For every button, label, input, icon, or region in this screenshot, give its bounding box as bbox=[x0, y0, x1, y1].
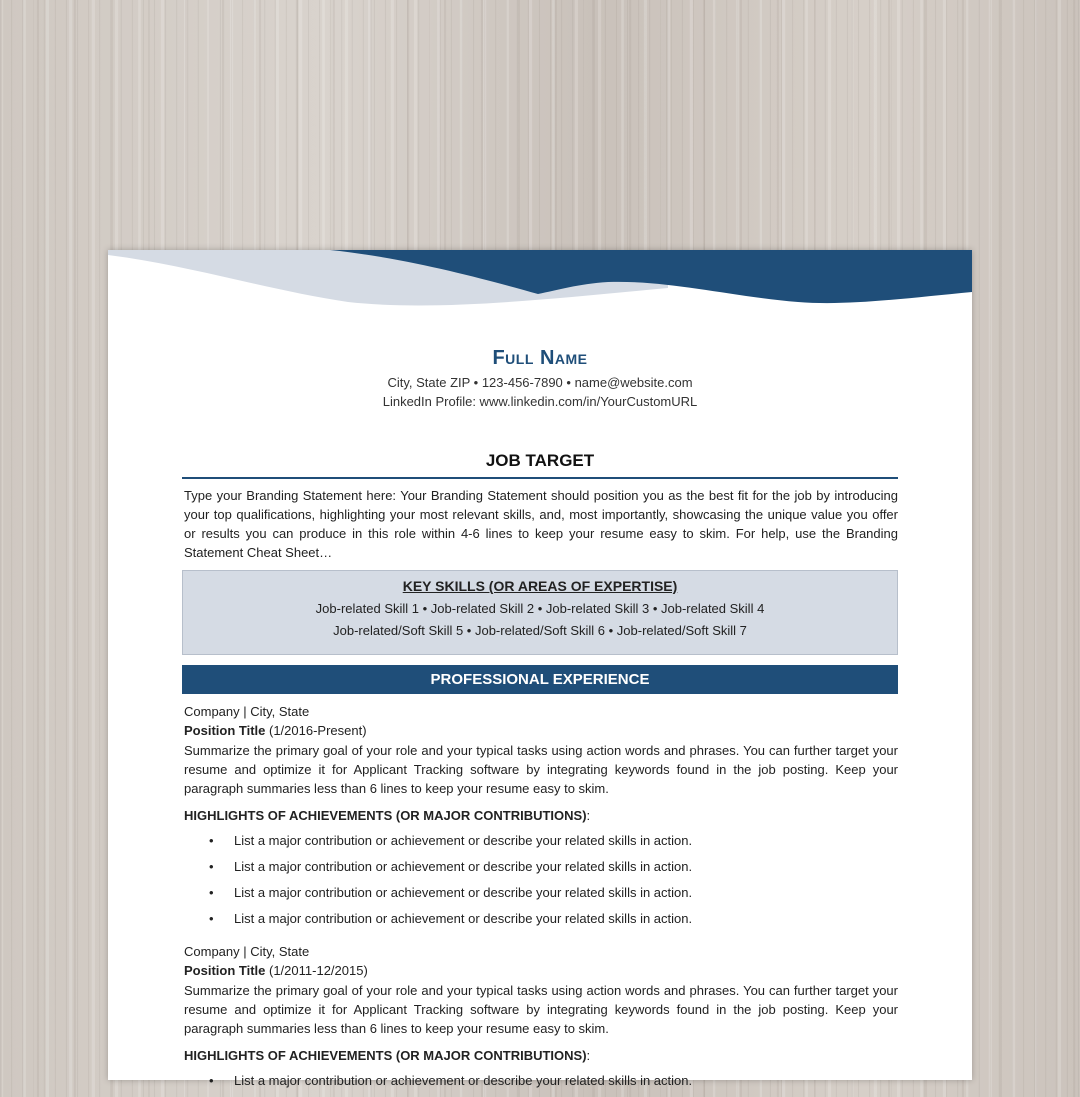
highlights-title: HIGHLIGHTS OF ACHIEVEMENTS (OR MAJOR CONTRIBUTIONS) bbox=[184, 808, 587, 823]
highlights-heading bbox=[184, 806, 590, 825]
highlights-heading bbox=[184, 1046, 590, 1065]
highlights-list bbox=[184, 831, 692, 935]
key-skills-box bbox=[182, 570, 898, 655]
position-title: Position Title bbox=[184, 963, 266, 978]
highlights-colon: : bbox=[586, 1048, 591, 1063]
position-dates: (1/2016-Present) bbox=[265, 723, 367, 738]
highlights-list bbox=[184, 1071, 692, 1097]
divider bbox=[182, 477, 898, 479]
highlights-title: HIGHLIGHTS OF ACHIEVEMENTS (OR MAJOR CONTRIBUTIONS) bbox=[184, 1048, 587, 1063]
branding-statement: Type your Branding Statement here: Your Branding Statement should position you as the best fit for the job by introducing your top qualifications, highlighting your most relevant skills, and, most importantly, showcasing the unique value you offer or results you can produce in this role within 4-6 lines to keep your resume easy to skim. For help, use the Branding Statement Cheat Sheet… bbox=[184, 488, 898, 560]
full-name: Full Name bbox=[492, 347, 588, 369]
company-line: Company | City, State bbox=[184, 704, 310, 719]
list-item: • List a major contribution or achievement or describe your related skills in action. bbox=[184, 831, 692, 857]
highlights-colon: : bbox=[586, 808, 591, 823]
job-target-heading: JOB TARGET bbox=[485, 451, 595, 470]
resume-page bbox=[108, 250, 972, 1088]
list-item: • List a major contribution or achievement or describe your related skills in action. bbox=[184, 1071, 692, 1097]
list-item: • List a major contribution or achievement or describe your related skills in action. bbox=[184, 909, 692, 935]
position-dates: (1/2011-12/2015) bbox=[265, 963, 368, 978]
position-title: Position Title bbox=[184, 723, 266, 738]
position-line bbox=[184, 961, 368, 980]
linkedin-line: LinkedIn Profile: www.linkedin.com/in/YourCustomURL bbox=[382, 394, 698, 409]
company-line: Company | City, State bbox=[184, 944, 310, 959]
key-skills-heading: KEY SKILLS (OR AREAS OF EXPERTISE) bbox=[402, 578, 678, 594]
skills-line: Job-related/Soft Skill 5 • Job-related/Soft Skill 6 • Job-related/Soft Skill 7 bbox=[333, 623, 747, 638]
list-item: • List a major contribution or achievement or describe your related skills in action. bbox=[184, 883, 692, 909]
skills-line: Job-related Skill 1 • Job-related Skill 2 • Job-related Skill 3 • Job-related Skill 4 bbox=[315, 601, 765, 616]
job-summary: Summarize the primary goal of your role and your typical tasks using action words and phrases. You can further target your resume and optimize it for Applicant Tracking software by integrating keywords found in the job posting. Keep your paragraph summaries less than 6 lines to keep your resume easy to skim. bbox=[184, 743, 898, 796]
job-summary: Summarize the primary goal of your role and your typical tasks using action words and phrases. You can further target your resume and optimize it for Applicant Tracking software by integrating keywords found in the job posting. Keep your paragraph summaries less than 6 lines to keep your resume easy to skim. bbox=[184, 983, 898, 1036]
position-line bbox=[184, 721, 367, 740]
experience-heading: PROFESSIONAL EXPERIENCE bbox=[182, 665, 898, 694]
contact-line: City, State ZIP • 123-456-7890 • name@website.com bbox=[387, 375, 693, 390]
list-item: • List a major contribution or achievement or describe your related skills in action. bbox=[184, 857, 692, 883]
header-wave-decoration bbox=[108, 250, 972, 310]
